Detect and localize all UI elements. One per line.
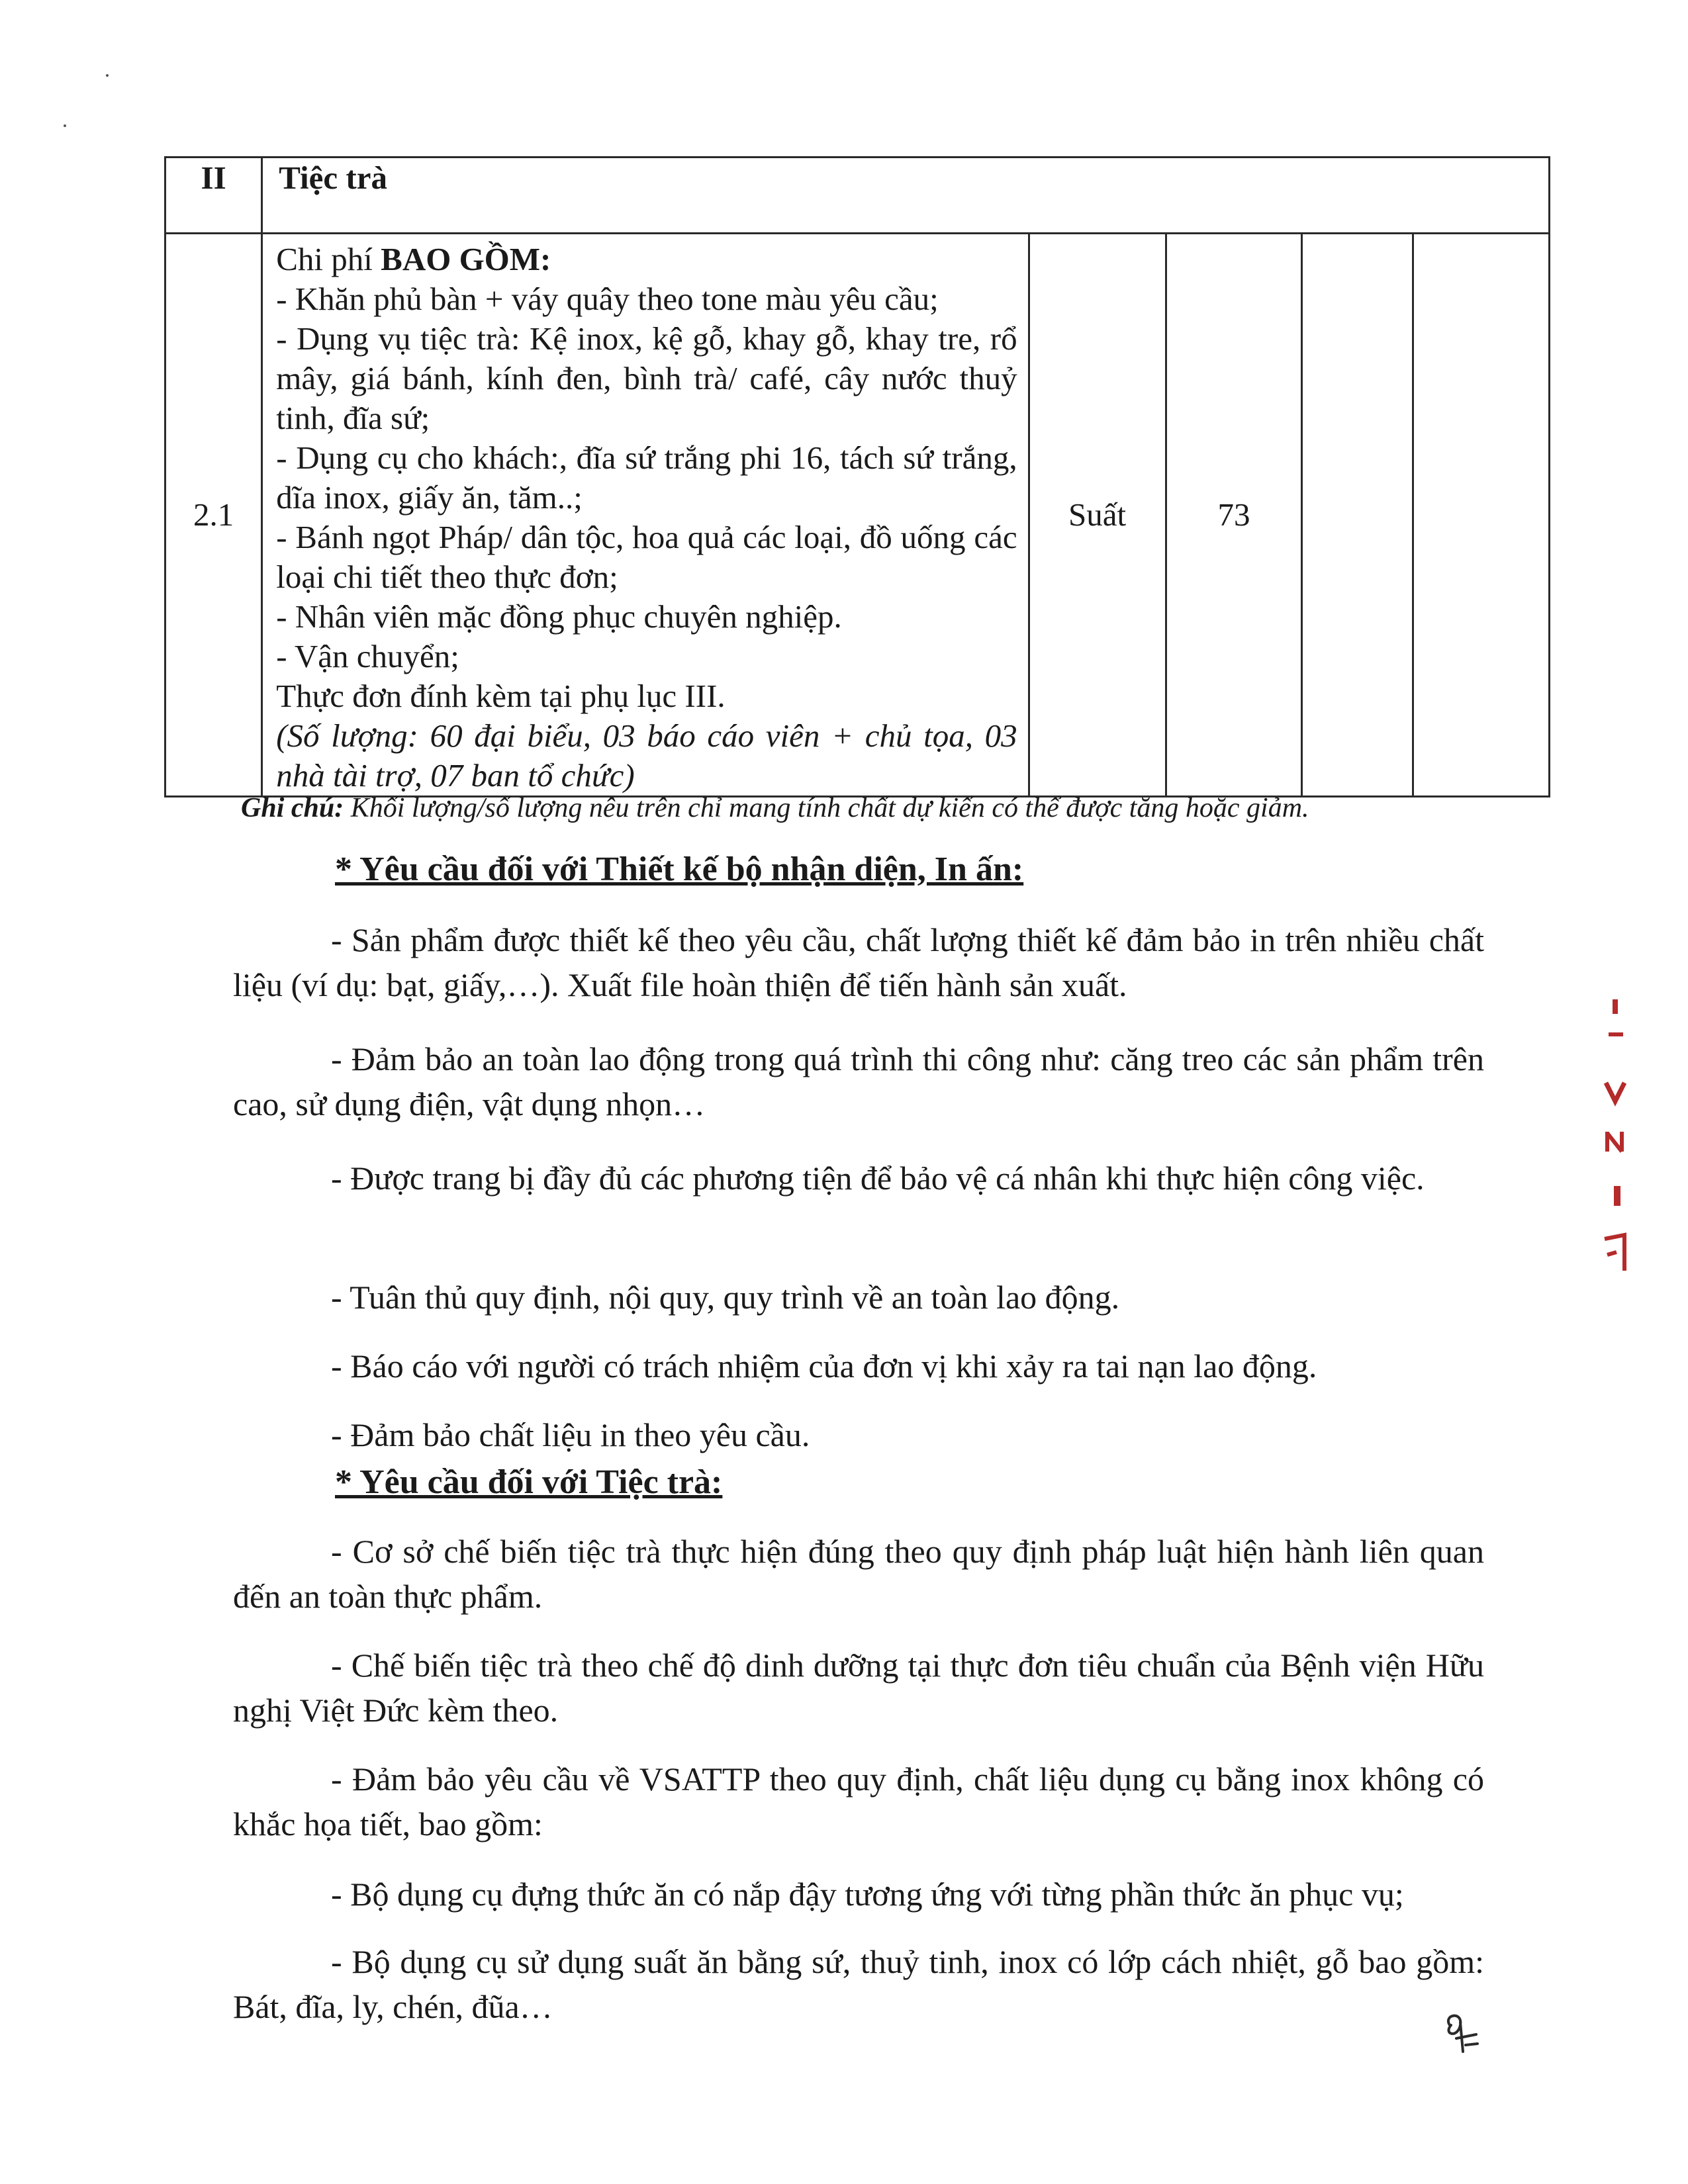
total-cell xyxy=(1413,234,1549,797)
tea-paragraph xyxy=(233,1756,1484,1846)
design-heading: * Yêu cầu đối với Thiết kế bộ nhận diện, In ấn: xyxy=(335,850,1024,888)
paragraph-text: - Bộ dụng cụ sử dụng suất ăn bằng sứ, thuỷ tinh, inox có lớp cách nhiệt, gỗ bao gồm: Bát, đĩa, ly, chén, đũa… xyxy=(233,1943,1484,2025)
paragraph-text: - Chế biến tiệc trà theo chế độ dinh dưỡng tại thực đơn tiêu chuẩn của Bệnh viện Hữu nghị Việt Đức kèm theo. xyxy=(233,1647,1484,1729)
item-number: 2.1 xyxy=(165,234,262,797)
paragraph-text: - Sản phẩm được thiết kế theo yêu cầu, chất lượng thiết kế đảm bảo in trên nhiều chất liệu (ví dụ: bạt, giấy,…). Xuất file hoàn thiện để tiến hành sản xuất. xyxy=(233,921,1484,1003)
design-paragraph xyxy=(233,1343,1484,1388)
description-note: (Số lượng: 60 đại biểu, 03 báo cáo viên + chủ tọa, 03 nhà tài trợ, 07 ban tổ chức) xyxy=(276,717,1017,794)
footnote-text: Khối lượng/số lượng nêu trên chỉ mang tính chất dự kiến có thể được tăng hoặc giảm. xyxy=(344,793,1309,823)
scan-speck xyxy=(106,74,109,77)
scan-speck xyxy=(64,124,66,127)
design-paragraph xyxy=(233,1275,1484,1320)
design-paragraph xyxy=(233,917,1484,1007)
tea-paragraph xyxy=(233,1872,1484,1917)
item-quantity: 73 xyxy=(1166,234,1302,797)
footnote xyxy=(241,792,1552,825)
tea-paragraph xyxy=(233,1643,1484,1733)
unit-price-cell xyxy=(1302,234,1413,797)
paragraph-text: - Bộ dụng cụ đựng thức ăn có nắp đậy tương ứng với từng phần thức ăn phục vụ; xyxy=(331,1876,1404,1913)
description-line: Thực đơn đính kèm tại phụ lục III. xyxy=(276,678,726,714)
item-description xyxy=(262,234,1029,797)
description-line: - Bánh ngọt Pháp/ dân tộc, hoa quả các loại, đồ uống các loại chi tiết theo thực đơn; xyxy=(276,519,1017,595)
item-unit: Suất xyxy=(1029,234,1166,797)
design-paragraph xyxy=(233,1036,1484,1126)
paragraph-text: - Được trang bị đầy đủ các phương tiện để bảo vệ cá nhân khi thực hiện công việc. xyxy=(331,1160,1425,1197)
margin-seal-fragment xyxy=(1595,993,1635,1284)
intro-bold: BAO GỒM: xyxy=(381,241,551,277)
paragraph-text: - Cơ sở chế biến tiệc trà thực hiện đúng theo quy định pháp luật hiện hành liên quan đến an toàn thực phẩm. xyxy=(233,1533,1484,1615)
cost-table xyxy=(164,156,1550,797)
tea-paragraph xyxy=(233,1939,1484,2029)
description-line: - Dụng vụ tiệc trà: Kệ inox, kệ gỗ, khay gỗ, khay tre, rổ mây, giá bánh, kính đen, bình trà/ café, cây nước thuỷ tinh, đĩa sứ; xyxy=(276,320,1017,436)
section-number: II xyxy=(165,158,262,234)
design-paragraph xyxy=(233,1412,1484,1457)
intro-prefix: Chi phí xyxy=(276,241,381,277)
paragraph-text: - Đảm bảo chất liệu in theo yêu cầu. xyxy=(331,1416,810,1453)
footnote-label: Ghi chú: xyxy=(241,793,344,823)
description-line: - Khăn phủ bàn + váy quây theo tone màu yêu cầu; xyxy=(276,281,939,317)
paragraph-text: - Đảm bảo an toàn lao động trong quá trình thi công như: căng treo các sản phẩm trên cao, sử dụng điện, vật dụng nhọn… xyxy=(233,1040,1484,1122)
paragraph-text: - Đảm bảo yêu cầu về VSATTP theo quy định, chất liệu dụng cụ bằng inox không có khắc họa tiết, bao gồm: xyxy=(233,1760,1484,1843)
description-line: - Dụng cụ cho khách:, đĩa sứ trắng phi 16, tách sứ trắng, dĩa inox, giấy ăn, tăm..; xyxy=(276,439,1017,516)
description-line: - Vận chuyển; xyxy=(276,638,459,674)
section-title: Tiệc trà xyxy=(262,158,1550,234)
tea-heading: * Yêu cầu đối với Tiệc trà: xyxy=(335,1463,723,1501)
paragraph-text: - Tuân thủ quy định, nội quy, quy trình về an toàn lao động. xyxy=(331,1279,1120,1316)
tea-paragraph xyxy=(233,1529,1484,1619)
initials-signature xyxy=(1436,2005,1489,2058)
design-paragraph xyxy=(233,1156,1484,1201)
description-line: - Nhân viên mặc đồng phục chuyên nghiệp. xyxy=(276,598,842,635)
paragraph-text: - Báo cáo với người có trách nhiệm của đơn vị khi xảy ra tai nạn lao động. xyxy=(331,1347,1317,1385)
section-row xyxy=(165,158,1550,234)
description-intro xyxy=(276,240,1017,279)
item-row xyxy=(165,234,1550,797)
